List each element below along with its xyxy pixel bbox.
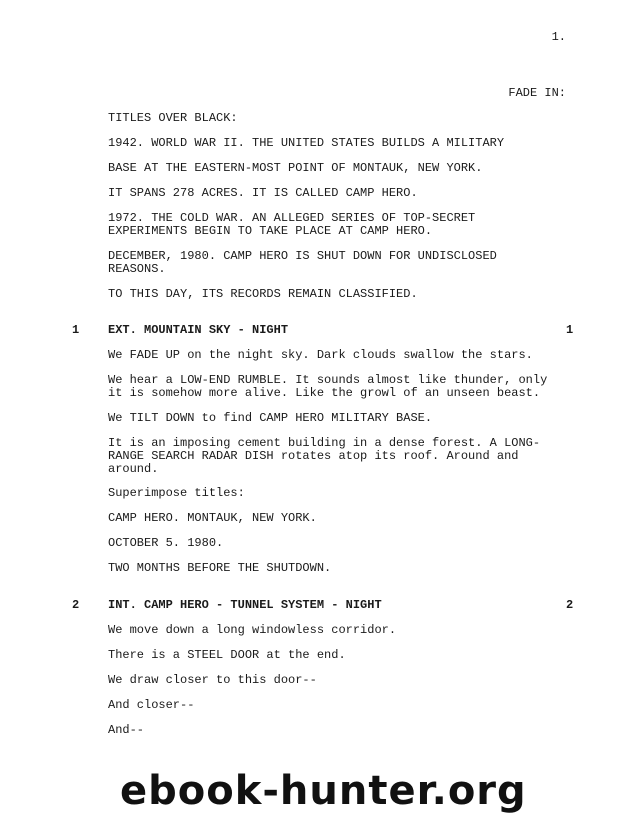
action-line: CAMP HERO. MONTAUK, NEW YORK. — [108, 511, 317, 525]
transition-fade-in: FADE IN: — [508, 86, 566, 100]
intro-line: BASE AT THE EASTERN-MOST POINT OF MONTAUK, NEW YORK. — [108, 161, 483, 175]
action-line: We draw closer to this door-- — [108, 673, 317, 687]
scene-heading: EXT. MOUNTAIN SKY - NIGHT — [108, 323, 289, 337]
watermark: ebook-hunter.org — [120, 768, 527, 814]
intro-line: DECEMBER, 1980. CAMP HERO IS SHUT DOWN FOR UNDISCLOSED REASONS. — [108, 249, 497, 276]
page-number: 1. — [551, 30, 566, 44]
intro-line: IT SPANS 278 ACRES. IT IS CALLED CAMP HERO. — [108, 186, 418, 200]
action-line: We hear a LOW-END RUMBLE. It sounds almost like thunder, only it is somehow more alive. Like the growl of an unseen beast. — [108, 373, 548, 400]
scene-number-left: 2 — [72, 598, 80, 612]
intro-line: TITLES OVER BLACK: — [108, 111, 238, 125]
intro-line: 1942. WORLD WAR II. THE UNITED STATES BUILDS A MILITARY — [108, 136, 505, 150]
intro-line: 1972. THE COLD WAR. AN ALLEGED SERIES OF TOP-SECRET EXPERIMENTS BEGIN TO TAKE PLACE AT CAMP HERO. — [108, 211, 476, 238]
scene-number-left: 1 — [72, 323, 80, 337]
action-line: Superimpose titles: — [108, 486, 245, 500]
action-line: And-- — [108, 723, 145, 737]
scene-number-right: 2 — [566, 598, 574, 612]
action-line: There is a STEEL DOOR at the end. — [108, 648, 346, 662]
action-line: We FADE UP on the night sky. Dark clouds swallow the stars. — [108, 348, 533, 362]
action-line: OCTOBER 5. 1980. — [108, 536, 224, 550]
action-line: TWO MONTHS BEFORE THE SHUTDOWN. — [108, 561, 332, 575]
intro-line: TO THIS DAY, ITS RECORDS REMAIN CLASSIFIED. — [108, 287, 418, 301]
action-line: We TILT DOWN to find CAMP HERO MILITARY BASE. — [108, 411, 433, 425]
scene-number-right: 1 — [566, 323, 574, 337]
scene-heading: INT. CAMP HERO - TUNNEL SYSTEM - NIGHT — [108, 598, 382, 612]
action-line: We move down a long windowless corridor. — [108, 623, 397, 637]
action-line: It is an imposing cement building in a dense forest. A LONG- RANGE SEARCH RADAR DISH rotates atop its roof. Around and around. — [108, 436, 541, 476]
action-line: And closer-- — [108, 698, 195, 712]
